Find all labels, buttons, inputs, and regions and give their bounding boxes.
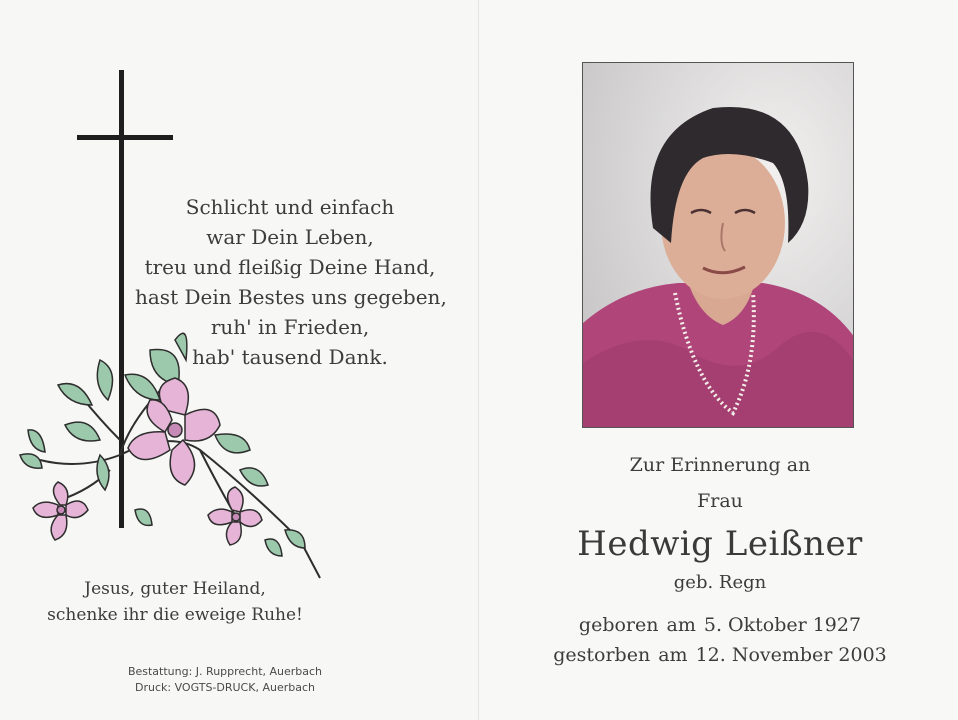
poem-line: treu und fleißig Deine Hand,: [144, 255, 436, 279]
birth-preposition: am: [666, 614, 696, 636]
blessing-line: Jesus, guter Heiland,: [84, 579, 266, 599]
death-line: [500, 644, 940, 666]
poem-line: war Dein Leben,: [206, 225, 374, 249]
deceased-name: Hedwig Leißner: [577, 524, 863, 564]
portrait-photo: [582, 62, 854, 428]
poem: [135, 192, 445, 372]
birth-line: [500, 614, 940, 636]
blessing-line: schenke ihr die eweige Ruhe!: [47, 605, 303, 625]
birth-date: 5. Oktober 1927: [703, 614, 862, 636]
salutation: Frau: [697, 490, 743, 512]
poem-line: hab' tausend Dank.: [192, 345, 388, 369]
maiden-name: geb. Regn: [673, 572, 767, 593]
poem-line: hast Dein Bestes uns gegeben,: [135, 285, 447, 309]
poem-line: ruh' in Frieden,: [210, 315, 370, 339]
portrait-illustration: [583, 63, 854, 428]
death-label: gestorben: [553, 644, 651, 666]
memorial-intro: Zur Erinnerung an: [629, 454, 811, 476]
death-preposition: am: [658, 644, 688, 666]
cross-horizontal-beam: [77, 135, 173, 140]
blessing: [30, 576, 320, 628]
birth-label: geboren: [578, 614, 659, 636]
printer-credit: Druck: VOGTS-DRUCK, Auerbach: [135, 681, 315, 694]
death-date: 12. November 2003: [695, 644, 887, 666]
funeral-home-credit: Bestattung: J. Rupprecht, Auerbach: [127, 665, 323, 678]
credits: [100, 664, 350, 696]
poem-line: Schlicht und einfach: [185, 195, 395, 219]
